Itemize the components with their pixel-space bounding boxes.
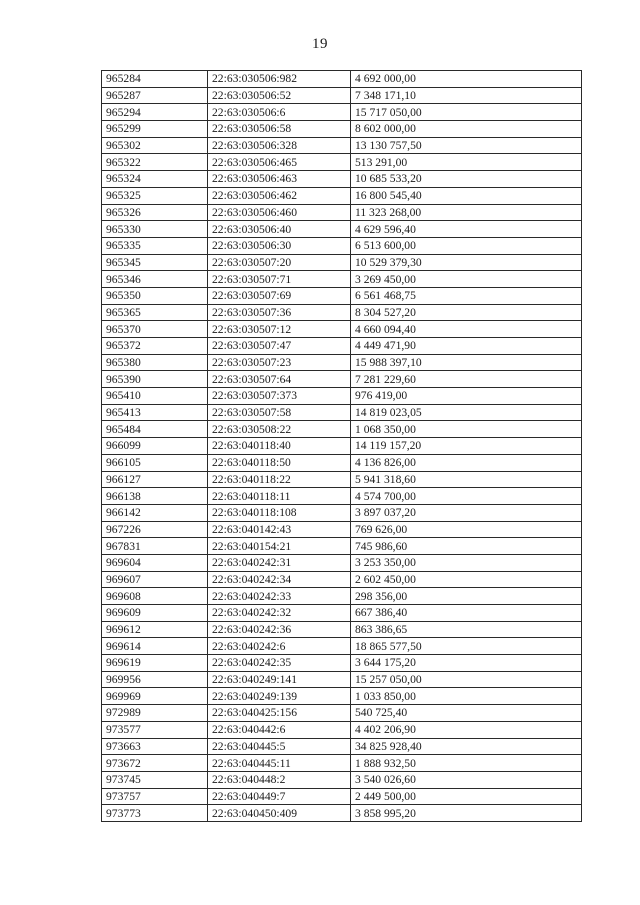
cadastral-value-cell: 976 419,00 (351, 388, 582, 405)
cadastral-value-cell: 745 986,60 (351, 538, 582, 555)
table-row (102, 71, 582, 88)
cadastral-value-cell: 8 304 527,20 (351, 304, 582, 321)
cadastral-number-cell: 22:63:030506:6 (208, 104, 351, 121)
cadastral-value-cell: 1 888 932,50 (351, 755, 582, 772)
cadastral-value-cell: 3 858 995,20 (351, 805, 582, 822)
cadastral-number-cell: 22:63:040450:409 (208, 805, 351, 822)
table-row (102, 471, 582, 488)
row-number-cell: 973757 (102, 788, 208, 805)
cadastral-number-cell: 22:63:040154:21 (208, 538, 351, 555)
cadastral-number-cell: 22:63:040242:31 (208, 554, 351, 571)
table-row (102, 187, 582, 204)
table-row (102, 204, 582, 221)
row-number-cell: 969969 (102, 688, 208, 705)
cadastral-number-cell: 22:63:040445:11 (208, 755, 351, 772)
table-row (102, 504, 582, 521)
row-number-cell: 973672 (102, 755, 208, 772)
table-row (102, 521, 582, 538)
cadastral-number-cell: 22:63:040242:35 (208, 655, 351, 672)
table-row (102, 237, 582, 254)
table-row (102, 304, 582, 321)
cadastral-value-cell: 8 602 000,00 (351, 121, 582, 138)
cadastral-number-cell: 22:63:040249:139 (208, 688, 351, 705)
table-row (102, 354, 582, 371)
table-row (102, 137, 582, 154)
cadastral-number-cell: 22:63:040118:11 (208, 488, 351, 505)
cadastral-value-cell: 10 685 533,20 (351, 171, 582, 188)
cadastral-value-cell: 4 574 700,00 (351, 488, 582, 505)
cadastral-number-cell: 22:63:040449:7 (208, 788, 351, 805)
cadastral-value-cell: 298 356,00 (351, 588, 582, 605)
table-row (102, 338, 582, 355)
cadastral-value-cell: 3 269 450,00 (351, 271, 582, 288)
cadastral-number-cell: 22:63:030507:71 (208, 271, 351, 288)
cadastral-number-cell: 22:63:030506:982 (208, 71, 351, 88)
row-number-cell: 969604 (102, 554, 208, 571)
row-number-cell: 969619 (102, 655, 208, 672)
cadastral-number-cell: 22:63:030507:20 (208, 254, 351, 271)
row-number-cell: 969607 (102, 571, 208, 588)
row-number-cell: 965372 (102, 338, 208, 355)
cadastral-number-cell: 22:63:040249:141 (208, 671, 351, 688)
cadastral-value-cell: 34 825 928,40 (351, 738, 582, 755)
table-row (102, 438, 582, 455)
row-number-cell: 973745 (102, 771, 208, 788)
cadastral-number-cell: 22:63:030507:23 (208, 354, 351, 371)
cadastral-value-cell: 863 386,65 (351, 621, 582, 638)
cadastral-number-cell: 22:63:030507:64 (208, 371, 351, 388)
row-number-cell: 965294 (102, 104, 208, 121)
row-number-cell: 966099 (102, 438, 208, 455)
table-row (102, 688, 582, 705)
cadastral-value-cell: 6 513 600,00 (351, 237, 582, 254)
cadastral-number-cell: 22:63:040118:50 (208, 454, 351, 471)
table-row (102, 371, 582, 388)
cadastral-value-cell: 15 988 397,10 (351, 354, 582, 371)
table-row (102, 554, 582, 571)
row-number-cell: 965335 (102, 237, 208, 254)
cadastral-value-cell: 6 561 468,75 (351, 287, 582, 304)
cadastral-number-cell: 22:63:030506:30 (208, 237, 351, 254)
table-row (102, 321, 582, 338)
cadastral-value-cell: 513 291,00 (351, 154, 582, 171)
cadastral-number-cell: 22:63:030507:47 (208, 338, 351, 355)
table-row (102, 121, 582, 138)
cadastral-number-cell: 22:63:040442:6 (208, 721, 351, 738)
cadastral-number-cell: 22:63:030507:12 (208, 321, 351, 338)
cadastral-value-cell: 16 800 545,40 (351, 187, 582, 204)
cadastral-value-table (101, 70, 582, 822)
cadastral-number-cell: 22:63:030507:373 (208, 388, 351, 405)
cadastral-number-cell: 22:63:030506:328 (208, 137, 351, 154)
cadastral-number-cell: 22:63:030507:36 (208, 304, 351, 321)
row-number-cell: 965346 (102, 271, 208, 288)
row-number-cell: 972989 (102, 705, 208, 722)
cadastral-number-cell: 22:63:040242:32 (208, 605, 351, 622)
page-number: 19 (312, 36, 328, 52)
table-row (102, 254, 582, 271)
cadastral-value-cell: 18 865 577,50 (351, 638, 582, 655)
cadastral-value-cell: 4 136 826,00 (351, 454, 582, 471)
table-row (102, 788, 582, 805)
row-number-cell: 965284 (102, 71, 208, 88)
table-row (102, 221, 582, 238)
table-row (102, 404, 582, 421)
table-row (102, 771, 582, 788)
cadastral-value-cell: 4 629 596,40 (351, 221, 582, 238)
row-number-cell: 965326 (102, 204, 208, 221)
cadastral-number-cell: 22:63:030508:22 (208, 421, 351, 438)
row-number-cell: 966138 (102, 488, 208, 505)
cadastral-value-cell: 1 068 350,00 (351, 421, 582, 438)
row-number-cell: 965390 (102, 371, 208, 388)
table-row (102, 805, 582, 822)
row-number-cell: 965302 (102, 137, 208, 154)
cadastral-number-cell: 22:63:040242:33 (208, 588, 351, 605)
table-row (102, 605, 582, 622)
cadastral-value-cell: 769 626,00 (351, 521, 582, 538)
row-number-cell: 966105 (102, 454, 208, 471)
cadastral-number-cell: 22:63:040445:5 (208, 738, 351, 755)
table-row (102, 621, 582, 638)
row-number-cell: 969608 (102, 588, 208, 605)
table-row (102, 171, 582, 188)
cadastral-value-cell: 4 449 471,90 (351, 338, 582, 355)
cadastral-value-cell: 3 644 175,20 (351, 655, 582, 672)
cadastral-number-cell: 22:63:040118:108 (208, 504, 351, 521)
row-number-cell: 973663 (102, 738, 208, 755)
cadastral-value-cell: 11 323 268,00 (351, 204, 582, 221)
row-number-cell: 966142 (102, 504, 208, 521)
row-number-cell: 969614 (102, 638, 208, 655)
cadastral-value-cell: 14 819 023,05 (351, 404, 582, 421)
cadastral-number-cell: 22:63:040142:43 (208, 521, 351, 538)
row-number-cell: 965370 (102, 321, 208, 338)
table-row (102, 154, 582, 171)
cadastral-number-cell: 22:63:030506:463 (208, 171, 351, 188)
cadastral-number-cell: 22:63:040242:6 (208, 638, 351, 655)
row-number-cell: 965330 (102, 221, 208, 238)
table-row (102, 454, 582, 471)
row-number-cell: 965410 (102, 388, 208, 405)
cadastral-number-cell: 22:63:040448:2 (208, 771, 351, 788)
table-row (102, 671, 582, 688)
table-row (102, 738, 582, 755)
table-row (102, 571, 582, 588)
row-number-cell: 965380 (102, 354, 208, 371)
row-number-cell: 969956 (102, 671, 208, 688)
row-number-cell: 965484 (102, 421, 208, 438)
row-number-cell: 965350 (102, 287, 208, 304)
row-number-cell: 969612 (102, 621, 208, 638)
table-row (102, 271, 582, 288)
cadastral-number-cell: 22:63:040118:22 (208, 471, 351, 488)
cadastral-value-cell: 2 602 450,00 (351, 571, 582, 588)
cadastral-value-cell: 4 402 206,90 (351, 721, 582, 738)
table-row (102, 104, 582, 121)
cadastral-number-cell: 22:63:040118:40 (208, 438, 351, 455)
cadastral-value-cell: 15 717 050,00 (351, 104, 582, 121)
cadastral-number-cell: 22:63:030506:52 (208, 87, 351, 104)
cadastral-number-cell: 22:63:030506:460 (208, 204, 351, 221)
cadastral-number-cell: 22:63:040242:34 (208, 571, 351, 588)
table-row (102, 287, 582, 304)
row-number-cell: 965345 (102, 254, 208, 271)
row-number-cell: 965325 (102, 187, 208, 204)
row-number-cell: 966127 (102, 471, 208, 488)
table-body (102, 71, 582, 822)
row-number-cell: 969609 (102, 605, 208, 622)
cadastral-value-cell: 540 725,40 (351, 705, 582, 722)
cadastral-value-cell: 2 449 500,00 (351, 788, 582, 805)
cadastral-value-cell: 13 130 757,50 (351, 137, 582, 154)
cadastral-value-cell: 10 529 379,30 (351, 254, 582, 271)
table-row (102, 638, 582, 655)
table-row (102, 655, 582, 672)
cadastral-number-cell: 22:63:040242:36 (208, 621, 351, 638)
table-row (102, 488, 582, 505)
cadastral-value-cell: 3 540 026,60 (351, 771, 582, 788)
row-number-cell: 965324 (102, 171, 208, 188)
row-number-cell: 965287 (102, 87, 208, 104)
cadastral-number-cell: 22:63:030506:462 (208, 187, 351, 204)
table-row (102, 87, 582, 104)
cadastral-value-cell: 4 692 000,00 (351, 71, 582, 88)
row-number-cell: 965299 (102, 121, 208, 138)
table-row (102, 388, 582, 405)
row-number-cell: 967226 (102, 521, 208, 538)
table-row (102, 721, 582, 738)
cadastral-number-cell: 22:63:040425:156 (208, 705, 351, 722)
cadastral-value-cell: 14 119 157,20 (351, 438, 582, 455)
row-number-cell: 967831 (102, 538, 208, 555)
table-row (102, 705, 582, 722)
cadastral-number-cell: 22:63:030507:69 (208, 287, 351, 304)
row-number-cell: 965365 (102, 304, 208, 321)
cadastral-value-cell: 5 941 318,60 (351, 471, 582, 488)
table-row (102, 755, 582, 772)
cadastral-value-cell: 1 033 850,00 (351, 688, 582, 705)
cadastral-number-cell: 22:63:030506:40 (208, 221, 351, 238)
cadastral-value-cell: 3 897 037,20 (351, 504, 582, 521)
table-row (102, 588, 582, 605)
row-number-cell: 973577 (102, 721, 208, 738)
cadastral-number-cell: 22:63:030506:465 (208, 154, 351, 171)
cadastral-value-cell: 15 257 050,00 (351, 671, 582, 688)
row-number-cell: 965413 (102, 404, 208, 421)
cadastral-value-cell: 3 253 350,00 (351, 554, 582, 571)
cadastral-value-cell: 7 348 171,10 (351, 87, 582, 104)
table-row (102, 421, 582, 438)
cadastral-value-cell: 7 281 229,60 (351, 371, 582, 388)
cadastral-number-cell: 22:63:030507:58 (208, 404, 351, 421)
cadastral-value-cell: 4 660 094,40 (351, 321, 582, 338)
cadastral-number-cell: 22:63:030506:58 (208, 121, 351, 138)
table-row (102, 538, 582, 555)
cadastral-value-cell: 667 386,40 (351, 605, 582, 622)
row-number-cell: 973773 (102, 805, 208, 822)
row-number-cell: 965322 (102, 154, 208, 171)
